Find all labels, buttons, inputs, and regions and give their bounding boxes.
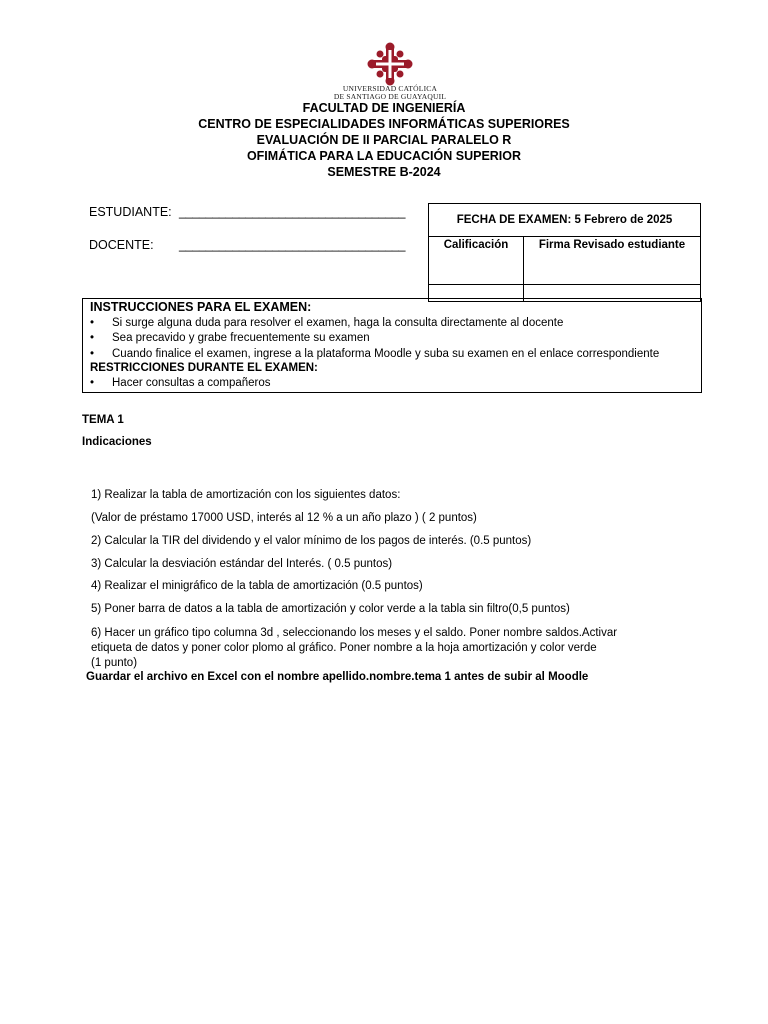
grade-table: [428, 203, 701, 302]
restriction-item: [90, 377, 271, 389]
question-1: 1) Realizar la tabla de amortización con los siguientes datos:: [91, 489, 401, 501]
instruction-text: Si surge alguna duda para resolver el examen, haga la consulta directamente al docente: [112, 317, 564, 329]
question-5: 5) Poner barra de datos a la tabla de amortización y color verde a la tabla sin filtro(0,5 puntos): [91, 603, 570, 615]
save-instruction: Guardar el archivo en Excel con el nombre apellido.nombre.tema 1 antes de subir al Moodle: [86, 671, 589, 683]
question-6-line2: etiqueta de datos y poner color plomo al gráfico. Poner nombre a la hoja amortización y color verde: [91, 642, 597, 654]
instructions-title: INSTRUCCIONES PARA EL EXAMEN:: [90, 300, 312, 314]
university-logo: [367, 42, 413, 86]
teacher-label: DOCENTE:: [89, 238, 154, 252]
question-1-data: (Valor de préstamo 17000 USD, interés al 12 % a un año plazo ) ( 2 puntos): [91, 512, 477, 524]
bullet-icon: •: [90, 332, 95, 344]
university-name: [320, 85, 460, 101]
grade-header: Calificación: [443, 239, 509, 251]
university-line1: UNIVERSIDAD CATÓLICA: [342, 84, 438, 93]
question-6-line1: 6) Hacer un gráfico tipo columna 3d , seleccionando los meses y el saldo. Poner nombre saldos.Activar: [91, 627, 618, 639]
tema-subtitle: Indicaciones: [82, 436, 152, 448]
instruction-item: [90, 332, 370, 344]
university-line2: DE SANTIAGO DE GUAYAQUIL: [333, 92, 447, 101]
semester-title: SEMESTRE B-2024: [327, 165, 441, 179]
instruction-text: Cuando finalice el examen, ingrese a la plataforma Moodle y suba su examen en el enlace correspondiente: [112, 348, 660, 360]
question-6-line3: (1 punto): [91, 657, 138, 669]
bullet-icon: •: [90, 317, 95, 329]
exam-date: FECHA DE EXAMEN: 5 Febrero de 2025: [456, 214, 673, 226]
grade-header-cell: [429, 237, 524, 285]
cross-emblem-icon: [367, 42, 413, 86]
bullet-icon: •: [90, 377, 95, 389]
bullet-icon: •: [90, 348, 95, 360]
instruction-item: [90, 348, 659, 360]
signature-header: Firma Revisado estudiante: [538, 239, 686, 251]
center-title: CENTRO DE ESPECIALIDADES INFORMÁTICAS SUPERIORES: [198, 117, 570, 131]
question-2: 2) Calcular la TIR del dividendo y el valor mínimo de los pagos de interés. (0.5 puntos): [91, 535, 532, 547]
tema-title: TEMA 1: [82, 414, 124, 426]
course-title: OFIMÁTICA PARA LA EDUCACIÓN SUPERIOR: [246, 149, 522, 163]
instructions-box: [82, 298, 702, 393]
student-field[interactable]: __________________________________: [179, 205, 406, 219]
question-3: 3) Calcular la desviación estándar del Interés. ( 0.5 puntos): [91, 558, 393, 570]
exam-date-cell: [429, 204, 701, 237]
evaluation-title: EVALUACIÓN DE II PARCIAL PARALELO R: [256, 133, 512, 147]
faculty-title: FACULTAD DE INGENIERÍA: [302, 101, 466, 115]
instruction-text: Sea precavido y grabe frecuentemente su examen: [112, 332, 370, 344]
question-4: 4) Realizar el minigráfico de la tabla de amortización (0.5 puntos): [91, 580, 423, 592]
restriction-text: Hacer consultas a compañeros: [112, 377, 271, 389]
student-label: ESTUDIANTE:: [89, 205, 172, 219]
instruction-item: [90, 317, 563, 329]
teacher-field[interactable]: __________________________________: [179, 238, 406, 252]
signature-header-cell: [524, 237, 701, 285]
restrictions-title: RESTRICCIONES DURANTE EL EXAMEN:: [90, 362, 318, 374]
